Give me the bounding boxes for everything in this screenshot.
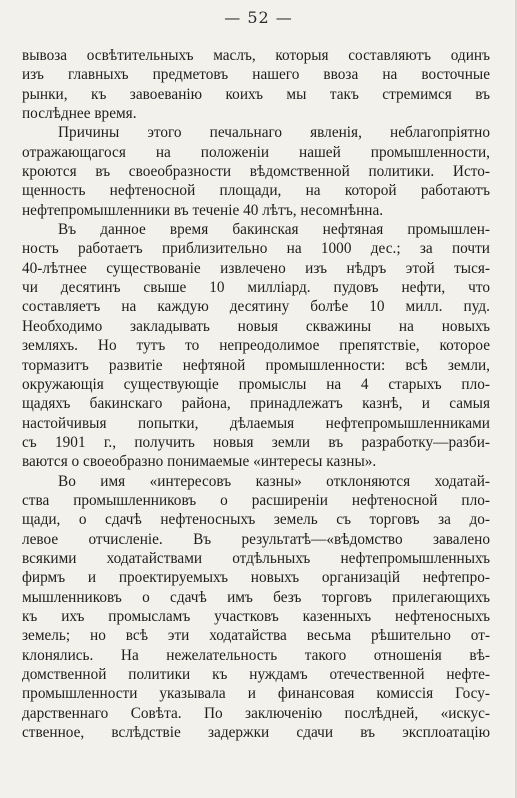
text-line: кроются въ своеобразности вѣдомственной политики. Исто-	[22, 163, 490, 181]
text-line: 40-лѣтнее существованіе извлечено изъ нѣдръ этой тыся-	[22, 259, 490, 277]
text-line: левое отчисленіе. Въ результатѣ—«вѣдомство завалено	[22, 530, 490, 548]
text-line: земляхъ. Но тутъ то непреодолимое препятствіе, которое	[22, 337, 490, 355]
text-line: фирмъ и проектируемыхъ новыхъ организацій нефтепро-	[22, 569, 490, 587]
paragraph	[22, 472, 490, 743]
paragraph	[22, 46, 490, 123]
text-line: Въ данное время бакинская нефтяная промышлен-	[58, 221, 490, 239]
text-line: тормазитъ развитіе нефтяной промышленности: всѣ земли,	[22, 356, 490, 374]
text-line: рынки, къ завоеванію коихъ мы такъ стремимся въ	[22, 85, 490, 103]
text-line: Причины этого печальнаго явленія, неблагопріятно	[58, 124, 490, 142]
text-line: съ 1901 г., получить новыя земли въ разработку—разби-	[22, 433, 490, 451]
text-line: вывоза освѣтительныхъ маслъ, которыя составляютъ одинъ	[22, 47, 490, 64]
text-line: къ ихъ промысламъ участковъ казенныхъ нефтеносныхъ	[22, 607, 490, 625]
text-line: клонялись. На нежелательность такого отношенія вѣ-	[22, 646, 490, 664]
text-line: нефтепромышленники въ теченіе 40 лѣтъ, несомнѣнна.	[22, 201, 384, 219]
text-line: дарственнаго Совѣта. По заключенію послѣдней, «искус-	[22, 704, 490, 722]
text-line: Во имя «интересовъ казны» отклоняются ходатай-	[58, 472, 490, 490]
text-line: чи десятинъ свыше 10 миллiард. пудовъ нефти, что	[22, 279, 490, 297]
text-line: отражающагося на положеніи нашей промышленности,	[22, 143, 490, 161]
text-line: мышленниковъ о сдачѣ имъ безъ торговъ прилегающихъ	[22, 588, 490, 606]
text-line: окружающія существующіе промыслы на 4 старыхъ пло-	[22, 375, 490, 393]
text-line: щадяхъ бакинскаго района, принадлежатъ казнѣ, и самыя	[22, 395, 490, 413]
text-line: изъ главныхъ предметовъ нашего ввоза на восточные	[22, 66, 490, 84]
page-number: — 52 —	[224, 8, 293, 27]
text-line: промышленности указывала и финансовая комиссія Госу-	[22, 685, 490, 703]
text-line: земель; но всѣ эти ходатайства весьма рѣшительно от-	[22, 627, 490, 645]
text-line: ваются о своеобразно понимаемые «интересы казны».	[22, 453, 377, 471]
text-line: ства промышленниковъ о расширеніи нефтеносной пло-	[22, 491, 490, 509]
text-line: всякими ходатайствами отдѣльныхъ нефтепромышленныхъ	[22, 549, 490, 567]
paragraph	[22, 123, 490, 220]
text-line: ственное, вслѣдствіе задержки сдачи въ эксплоатацію	[22, 724, 490, 742]
text-line: послѣднее время.	[22, 105, 137, 123]
text-line: составляетъ на каждую десятину болѣе 10 милл. пуд.	[22, 298, 490, 316]
text-line: ность работаетъ приблизительно на 1000 дес.; за почти	[22, 240, 490, 258]
body-text	[22, 46, 490, 742]
text-line: Необходимо закладывать новыя скважины на новыхъ	[22, 317, 490, 335]
paragraph	[22, 220, 490, 471]
text-line: щенность нефтеносной площади, на которой работаютъ	[22, 182, 490, 200]
text-line: щади, о сдачѣ нефтеносныхъ земель съ торговъ за до-	[22, 511, 490, 529]
text-line: домственной политики къ нуждамъ отечественной нефте-	[22, 666, 490, 683]
text-line: настойчивыя попытки, дѣлаемыя нефтепромышленниками	[22, 414, 490, 432]
